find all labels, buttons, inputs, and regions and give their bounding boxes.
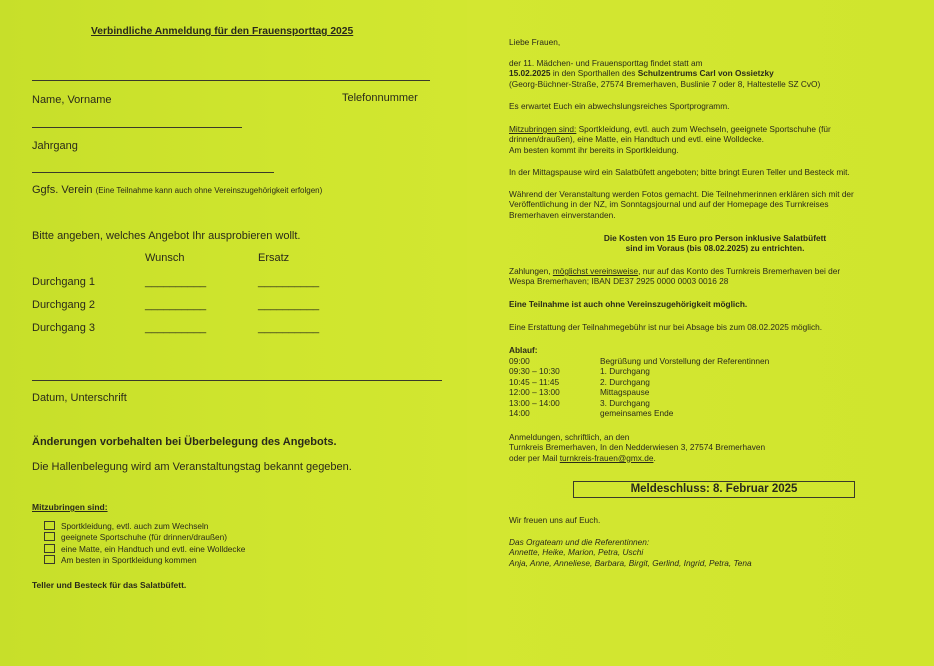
- phone-label: Telefonnummer: [342, 92, 418, 104]
- round-1-alt-blank[interactable]: __________: [258, 276, 320, 288]
- round-3-alt-blank[interactable]: __________: [258, 322, 320, 334]
- refund-note: Eine Erstattung der Teilnahmegebühr ist nur bei Absage bis zum 08.02.2025 möglich.: [509, 322, 823, 332]
- hall-note: Die Hallenbelegung wird am Veranstaltungstag bekannt gegeben.: [32, 461, 352, 473]
- round-1-wish-blank[interactable]: __________: [145, 276, 207, 288]
- plates-note: Teller und Besteck für das Salatbüfett.: [32, 580, 187, 590]
- closing-note: Wir freuen uns auf Euch.: [509, 515, 601, 525]
- email-link[interactable]: turnkreis-frauen@gmx.de: [559, 452, 654, 463]
- col-alt: Ersatz: [258, 252, 290, 264]
- round-3-label: Durchgang 3: [32, 322, 95, 334]
- list-item: geeignete Sportschuhe (für drinnen/draußen): [44, 532, 245, 543]
- choose-prompt: Bitte angeben, welches Angebot Ihr ausprobieren wollt.: [32, 230, 301, 242]
- info-letter-page: [467, 0, 934, 666]
- schedule-table: [509, 356, 769, 418]
- greeting: Liebe Frauen,: [509, 37, 561, 47]
- payment-paragraph: Zahlungen, möglichst vereinsweise, nur auf das Konto des Turnkreis Bremerhaven bei der Wespa Bremerhaven; IBAN DE37 2925 0000 0003 0016 28: [509, 266, 841, 287]
- table-row: 09:30 – 10:30 1. Durchgang: [509, 366, 650, 377]
- year-label: Jahrgang: [32, 140, 78, 152]
- list-item: eine Matte, ein Handtuch und evtl. eine Wolldecke: [44, 544, 245, 555]
- cost-paragraph: Die Kosten von 15 Euro pro Person inklusive Salatbüfett sind im Voraus (bis 08.02.2025) zu entrichten.: [603, 233, 827, 254]
- table-row: 14:00 gemeinsames Ende: [509, 408, 674, 419]
- checkbox-bullet-icon: [44, 555, 55, 564]
- deadline-box: Meldeschluss: 8. Februar 2025: [573, 481, 855, 498]
- list-item: Sportkleidung, evtl. auch zum Wechseln: [44, 521, 245, 532]
- date-sign-line[interactable]: [32, 380, 442, 381]
- form-title: Verbindliche Anmeldung für den Frauensporttag 2025: [91, 26, 354, 37]
- club-note: (Eine Teilnahme kann auch ohne Vereinszugehörigkeit erfolgen): [95, 186, 323, 195]
- club-label-text: Ggfs. Verein: [32, 184, 93, 196]
- checkbox-bullet-icon: [44, 521, 55, 530]
- bring-list: [44, 521, 245, 566]
- col-wish: Wunsch: [145, 252, 185, 264]
- club-line[interactable]: [32, 172, 274, 173]
- name-phone-line[interactable]: [32, 80, 430, 81]
- program-note: Es erwartet Euch ein abwechslungsreiches Sportprogramm.: [509, 101, 730, 111]
- bring-title: Mitzubringen sind:: [32, 502, 108, 512]
- checkbox-bullet-icon: [44, 544, 55, 553]
- name-label: Name, Vorname: [32, 94, 112, 106]
- team-signature: Das Orgateam und die Referentinnen: Annette, Heike, Marion, Petra, Uschi Anja, Anne, Anneliese, Barbara, Birgit, Gerlind, Ingrid, Petra, Tena: [509, 537, 752, 568]
- year-line[interactable]: [32, 127, 242, 128]
- table-row: 12:00 – 13:00 Mittagspause: [509, 387, 650, 398]
- lunch-note: In der Mittagspause wird ein Salatbüfett angeboten; bitte bringt Euren Teller und Besteck mit.: [509, 167, 850, 177]
- changes-note: Änderungen vorbehalten bei Überbelegung des Angebots.: [32, 436, 337, 448]
- table-row: 13:00 – 14:00 3. Durchgang: [509, 397, 650, 408]
- no-club-note: Eine Teilnahme ist auch ohne Vereinszugehörigkeit möglich.: [509, 299, 748, 309]
- registration-paragraph: Anmeldungen, schriftlich, an den Turnkreis Bremerhaven, In den Nedderwiesen 3, 27574 Bremerhaven oder per Mail turnkreis-frauen@gmx.de.: [509, 432, 766, 463]
- round-2-alt-blank[interactable]: __________: [258, 299, 320, 311]
- club-label: [32, 184, 322, 196]
- round-1-label: Durchgang 1: [32, 276, 95, 288]
- schedule-title: Ablauf:: [509, 345, 538, 355]
- table-row: 10:45 – 11:45 2. Durchgang: [509, 376, 650, 387]
- round-3-wish-blank[interactable]: __________: [145, 322, 207, 334]
- list-item: Am besten in Sportkleidung kommen: [44, 555, 245, 566]
- table-row: 09:00 Begrüßung und Vorstellung der Referentinnen: [509, 356, 770, 366]
- checkbox-bullet-icon: [44, 532, 55, 541]
- intro-paragraph: der 11. Mädchen- und Frauensporttag findet statt am 15.02.2025 in den Sporthallen des Schulzentrums Carl von Ossietzky (Georg-Büchner-Straße, 27574 Bremerhaven, Buslinie 7 oder 8, Haltestelle SZ CvO): [509, 58, 821, 89]
- photo-paragraph: Während der Veranstaltung werden Fotos gemacht. Die Teilnehmerinnen erklären sich mit der Veröffentlichung in der NZ, im Sonntagsjournal und auf der Homepage des Turnkreises Bremerhaven einverstanden.: [509, 189, 854, 220]
- round-2-label: Durchgang 2: [32, 299, 95, 311]
- bring-paragraph: Mitzubringen sind: Sportkleidung, evtl. auch zum Wechseln, geeignete Sportschuhe (für drinnen/draußen), eine Matte, ein Handtuch und evtl. eine Wolldecke. Am besten kommt ihr bereits in Sportkleidung.: [509, 124, 831, 155]
- date-sign-label: Datum, Unterschrift: [32, 392, 127, 404]
- round-2-wish-blank[interactable]: __________: [145, 299, 207, 311]
